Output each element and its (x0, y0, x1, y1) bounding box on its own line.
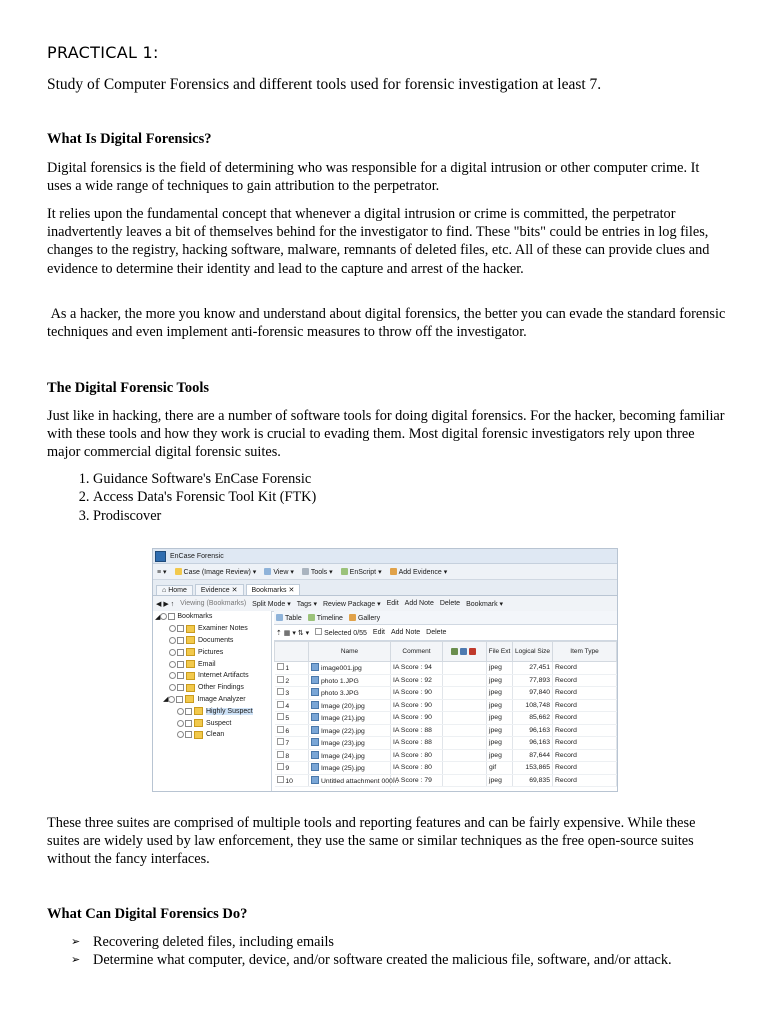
gallery-icon (349, 614, 356, 621)
practical-title: PRACTICAL 1: (47, 43, 159, 62)
row-size: 27,451 (513, 662, 553, 675)
arrow-bullet-icon: ➢ (71, 953, 81, 967)
image-file-icon (311, 713, 319, 721)
menu-add-evidence: Add Evidence ▾ (390, 568, 448, 576)
checkbox-icon (277, 763, 284, 770)
row-size: 85,662 (513, 712, 553, 725)
image-file-icon (311, 763, 319, 771)
row-type: Record (553, 749, 617, 762)
table-row (275, 699, 617, 712)
row-name: Image (22).jpg (309, 724, 391, 737)
row-comment: IA Score : 79 (391, 774, 443, 787)
tree-item: Other Findings (153, 682, 271, 694)
row-comment: IA Score : 80 (391, 749, 443, 762)
checkbox-icon (277, 776, 284, 783)
column-icon (460, 648, 467, 655)
table-row (275, 662, 617, 675)
checkbox-icon (277, 688, 284, 695)
row-flags (443, 724, 487, 737)
row-number: 7 (275, 737, 309, 750)
folder-icon (185, 695, 194, 703)
tree-item: Clean (153, 729, 271, 741)
menu-enscript: EnScript ▾ (341, 568, 382, 576)
tree-item: ◢ Image Analyzer (163, 695, 246, 704)
table-row (275, 712, 617, 725)
grid-add-note: Add Note (390, 629, 421, 636)
tab-timeline: Timeline (308, 614, 343, 622)
menu-icon: ≡ ▾ (157, 568, 167, 576)
heading-digital-forensic-tools: The Digital Forensic Tools (47, 380, 210, 396)
image-file-icon (311, 751, 319, 759)
folder-icon (186, 672, 195, 680)
table-row (275, 674, 617, 687)
row-ext: jpeg (487, 687, 513, 700)
tab-bookmarks: Bookmarks ✕ (246, 584, 301, 595)
folder-icon (186, 660, 195, 668)
tree-item: Email (153, 658, 271, 670)
row-flags (443, 737, 487, 750)
menu-tools: Tools ▾ (302, 568, 333, 576)
image-file-icon (311, 776, 319, 784)
grid-tool-icons: ⇡ ▦ ▾ ⇅ ▾ (276, 629, 310, 637)
results-table (274, 641, 617, 787)
paragraph-hacker: As a hacker, the more you know and understand about digital forensics, the better you can evade the standard forensic techniques and even implement anti-forensic measures to throw off the investigator. (47, 306, 729, 341)
tree-item: Pictures (153, 646, 271, 658)
grid-delete: Delete (426, 629, 447, 636)
checkbox-icon (277, 713, 284, 720)
row-name: image001.jpg (309, 662, 391, 675)
list-item (47, 951, 672, 969)
add-evidence-icon (390, 568, 397, 575)
row-size: 108,748 (513, 699, 553, 712)
row-comment: IA Score : 90 (391, 687, 443, 700)
row-type: Record (553, 724, 617, 737)
enscript-icon (341, 568, 348, 575)
row-flags (443, 662, 487, 675)
bookmark-tree (153, 611, 272, 791)
image-file-icon (311, 688, 319, 696)
row-size: 97,840 (513, 687, 553, 700)
image-file-icon (311, 738, 319, 746)
image-file-icon (311, 701, 319, 709)
tab-table: Table (276, 614, 302, 622)
row-flags (443, 674, 487, 687)
checkbox-icon (315, 628, 322, 635)
menu-view: View ▾ (264, 568, 294, 576)
row-type: Record (553, 662, 617, 675)
review-package: Review Package ▾ (322, 600, 381, 608)
row-flags (443, 762, 487, 775)
list-item: 1. Guidance Software's EnCase Forensic (93, 470, 316, 488)
arrow-bullet-icon: ➢ (71, 935, 81, 948)
table-row (275, 724, 617, 737)
row-name: Image (21).jpg (309, 712, 391, 725)
home-icon: ⌂ (162, 587, 167, 594)
row-name: Image (23).jpg (309, 737, 391, 750)
checkbox-icon (277, 676, 284, 683)
row-name: Image (25).jpg (309, 762, 391, 775)
row-number: 1 (275, 662, 309, 675)
row-type: Record (553, 712, 617, 725)
row-flags (443, 749, 487, 762)
row-name: Image (24).jpg (309, 749, 391, 762)
table-header-row (275, 642, 617, 662)
tree-item: Suspect (153, 717, 271, 729)
col-header-icons (443, 642, 487, 662)
view-tabs (274, 611, 617, 625)
folder-icon (186, 648, 195, 656)
table-icon (276, 614, 283, 621)
row-type: Record (553, 762, 617, 775)
encase-app-icon (155, 551, 166, 562)
encase-body (153, 611, 617, 791)
folder-icon (194, 731, 203, 739)
tree-item-selected: Highly Suspect (153, 705, 271, 717)
row-size: 87,644 (513, 749, 553, 762)
folder-icon (194, 719, 203, 727)
table-row (275, 774, 617, 787)
paragraph-suites-cost: These three suites are comprised of multiple tools and reporting features and can be fairly expensive. While these suites are widely used by law enforcement, they use the same or similar techniques as the free open-source suites without the fancy interfaces. (47, 815, 696, 868)
row-comment: IA Score : 90 (391, 712, 443, 725)
row-type: Record (553, 699, 617, 712)
row-name: Untitled attachment 000... (309, 774, 391, 787)
split-mode: Split Mode ▾ (252, 600, 291, 608)
expand-icon: ◢ (163, 696, 169, 704)
delete: Delete (439, 600, 461, 607)
row-ext: jpeg (487, 737, 513, 750)
tree-item: ◢ Bookmarks (155, 613, 213, 621)
list-item-text: Recovering deleted files, including emails (93, 934, 334, 950)
list-item-text: Determine what computer, device, and/or software created the malicious file, software, and/or attack. (93, 952, 672, 969)
row-size: 69,835 (513, 774, 553, 787)
row-flags (443, 687, 487, 700)
row-ext: jpeg (487, 749, 513, 762)
list-item (47, 933, 672, 951)
image-file-icon (311, 726, 319, 734)
image-file-icon (311, 676, 319, 684)
encase-tabs (153, 580, 617, 596)
col-header (275, 642, 309, 662)
heading-what-can-forensics-do: What Can Digital Forensics Do? (47, 906, 248, 922)
tags: Tags ▾ (296, 600, 317, 608)
list-item: 3. Prodiscover (93, 507, 316, 525)
row-comment: IA Score : 90 (391, 699, 443, 712)
row-number: 2 (275, 674, 309, 687)
paragraph-tools-intro: Just like in hacking, there are a number of software tools for doing digital forensics. For the hacker, becoming familiar with these tools and how they work is crucial to evading them. Most digital forensic investigators rely upon three major commercial digital forensic suites. (47, 408, 725, 461)
row-type: Record (553, 774, 617, 787)
table-row (275, 737, 617, 750)
checkbox-icon (277, 738, 284, 745)
tab-gallery: Gallery (349, 614, 380, 622)
checkbox-icon (277, 663, 284, 670)
row-name: photo 1.JPG (309, 674, 391, 687)
row-ext: jpeg (487, 712, 513, 725)
grid-toolbar (274, 625, 617, 641)
col-header-logical-size: Logical Size (513, 642, 553, 662)
folder-icon (186, 625, 195, 633)
tree-item: Examiner Notes (153, 623, 271, 635)
folder-icon (186, 684, 195, 692)
row-comment: IA Score : 88 (391, 724, 443, 737)
results-grid (274, 611, 617, 791)
encase-screenshot (152, 548, 618, 792)
tree-item: Internet Artifacts (153, 670, 271, 682)
tab-home: ⌂ Home (156, 585, 193, 595)
row-flags (443, 774, 487, 787)
edit: Edit (386, 600, 399, 607)
row-ext: jpeg (487, 724, 513, 737)
checkbox-icon (277, 726, 284, 733)
tools-icon (302, 568, 309, 575)
capabilities-list (47, 933, 672, 970)
close-icon: ✕ (231, 587, 238, 594)
row-type: Record (553, 687, 617, 700)
column-icon (451, 648, 458, 655)
table-row (275, 749, 617, 762)
encase-window-title: EnCase Forensic (170, 552, 224, 560)
row-number: 4 (275, 699, 309, 712)
row-comment: IA Score : 80 (391, 762, 443, 775)
encase-titlebar (153, 549, 617, 564)
checkbox-icon (277, 751, 284, 758)
table-row (275, 687, 617, 700)
encase-menubar (153, 564, 617, 580)
row-size: 153,865 (513, 762, 553, 775)
col-header-comment: Comment (391, 642, 443, 662)
row-name: Image (20).jpg (309, 699, 391, 712)
row-comment: IA Score : 88 (391, 737, 443, 750)
heading-what-is-digital-forensics: What Is Digital Forensics? (47, 131, 212, 147)
add-note: Add Note (404, 600, 434, 607)
row-name: photo 3.JPG (309, 687, 391, 700)
column-icon (469, 648, 476, 655)
image-file-icon (311, 663, 319, 671)
row-ext: jpeg (487, 774, 513, 787)
row-ext: jpeg (487, 699, 513, 712)
row-number: 5 (275, 712, 309, 725)
row-ext: jpeg (487, 662, 513, 675)
forensic-suites-list (47, 470, 316, 525)
row-size: 96,163 (513, 737, 553, 750)
col-header-name: Name (309, 642, 391, 662)
row-number: 8 (275, 749, 309, 762)
view-icon (264, 568, 271, 575)
list-item: 2. Access Data's Forensic Tool Kit (FTK) (93, 488, 316, 506)
checkbox-icon (277, 701, 284, 708)
folder-icon (175, 568, 182, 575)
row-flags (443, 699, 487, 712)
row-ext: gif (487, 762, 513, 775)
row-number: 3 (275, 687, 309, 700)
row-comment: IA Score : 92 (391, 674, 443, 687)
row-number: 6 (275, 724, 309, 737)
selected-count: Selected 0/55 (315, 628, 367, 637)
row-size: 77,893 (513, 674, 553, 687)
results-table-body (275, 662, 617, 787)
timeline-icon (308, 614, 315, 621)
grid-edit: Edit (372, 629, 385, 636)
row-type: Record (553, 737, 617, 750)
row-comment: IA Score : 94 (391, 662, 443, 675)
encase-toolbar (153, 596, 617, 612)
expand-icon: ◢ (155, 613, 161, 621)
tab-evidence: Evidence ✕ (195, 584, 244, 595)
tree-item: Documents (153, 635, 271, 647)
bookmark: Bookmark ▾ (466, 600, 504, 608)
paragraph-concept: It relies upon the fundamental concept that whenever a digital intrusion or crime is committed, the perpetrator inadvertently leaves a bit of themselves behind for the investigator to find. These "bits" could be entries in log files, changes to the registry, hacking software, malware, remnants of deleted files, etc. All of these can provide clues and evidence to determine their identity and lead to the capture and arrest of the hacker. (47, 206, 710, 277)
menu-case: Case (Image Review) ▾ (175, 568, 257, 576)
col-header-file-ext: File Ext (487, 642, 513, 662)
nav-arrows-icon: ◀ ▶ ↑ (156, 600, 175, 608)
folder-icon (194, 707, 203, 715)
row-flags (443, 712, 487, 725)
paragraph-definition: Digital forensics is the field of determining who was responsible for a digital intrusion or other computer crime. It uses a wide range of techniques to gain attribution to the perpetrator. (47, 160, 700, 195)
col-header-item-type: Item Type (553, 642, 617, 662)
row-type: Record (553, 674, 617, 687)
row-size: 96,163 (513, 724, 553, 737)
folder-icon (186, 636, 195, 644)
practical-subtitle: Study of Computer Forensics and different tools used for forensic investigation at least 7. (47, 76, 602, 93)
table-row (275, 762, 617, 775)
row-ext: jpeg (487, 674, 513, 687)
row-number: 10 (275, 774, 309, 787)
row-number: 9 (275, 762, 309, 775)
close-icon: ✕ (288, 587, 295, 594)
viewing-label: Viewing (Bookmarks) (180, 600, 247, 607)
